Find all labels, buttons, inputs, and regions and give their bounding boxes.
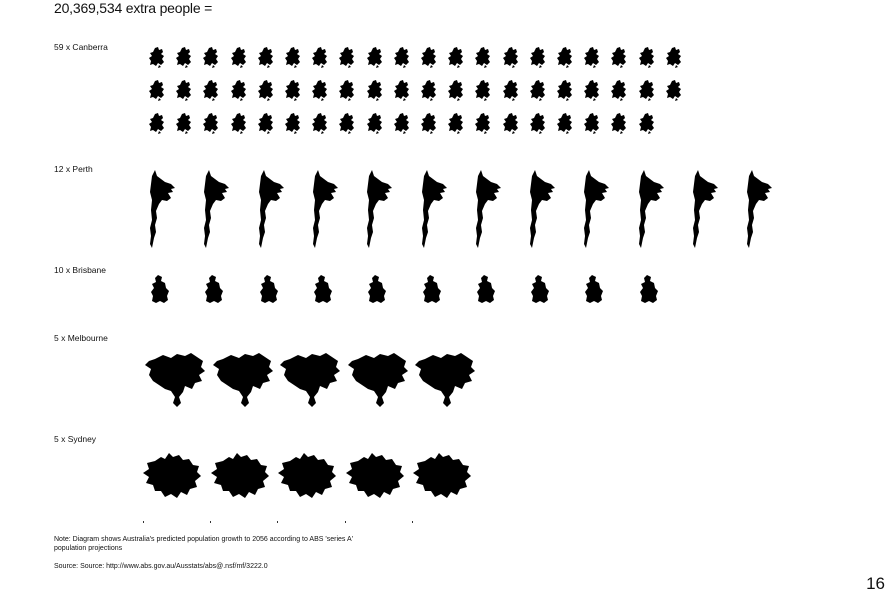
sydney-map-icon [278, 453, 336, 499]
brisbane-map-icon [368, 275, 388, 305]
canberra-map-icon [448, 80, 464, 102]
sydney-map-icon [413, 453, 471, 499]
canberra-map-icon [503, 47, 519, 69]
canberra-map-icon [176, 47, 192, 69]
canberra-map-icon [448, 47, 464, 69]
canberra-map-icon [312, 47, 328, 69]
canberra-map-icon [149, 113, 165, 135]
row-label-canberra: 59 x Canberra [54, 42, 108, 52]
canberra-map-icon [312, 113, 328, 135]
canberra-map-icon [367, 47, 383, 69]
canberra-map-icon [503, 80, 519, 102]
canberra-map-icon [285, 80, 301, 102]
page-number: 16 [866, 574, 885, 593]
row-label-melbourne: 5 x Melbourne [54, 333, 108, 343]
perth-map-icon [366, 170, 396, 250]
canberra-map-icon [367, 113, 383, 135]
perth-map-icon [583, 170, 613, 250]
canberra-map-icon [639, 80, 655, 102]
canberra-map-icon [611, 47, 627, 69]
brisbane-map-icon [205, 275, 225, 305]
canberra-map-icon [149, 47, 165, 69]
canberra-map-icon [421, 80, 437, 102]
perth-map-icon [312, 170, 342, 250]
tick-mark [412, 521, 413, 523]
canberra-map-icon [530, 80, 546, 102]
page-title: 20,369,534 extra people = [54, 0, 213, 16]
tick-mark [277, 521, 278, 523]
canberra-map-icon [584, 80, 600, 102]
brisbane-map-icon [314, 275, 334, 305]
melbourne-map-icon [348, 353, 408, 409]
canberra-map-icon [285, 113, 301, 135]
canberra-map-icon [149, 80, 165, 102]
canberra-map-icon [394, 47, 410, 69]
sydney-map-icon [211, 453, 269, 499]
canberra-map-icon [421, 47, 437, 69]
tick-mark [345, 521, 346, 523]
canberra-map-icon [557, 47, 573, 69]
canberra-map-icon [394, 113, 410, 135]
footnote: Note: Diagram shows Australia's predicted population growth to 2056 according to ABS 'series A' population projections [54, 536, 353, 552]
perth-map-icon [746, 170, 776, 250]
perth-map-icon [258, 170, 288, 250]
canberra-map-icon [666, 47, 682, 69]
melbourne-map-icon [213, 353, 273, 409]
canberra-map-icon [448, 113, 464, 135]
row-label-brisbane: 10 x Brisbane [54, 265, 106, 275]
brisbane-map-icon [585, 275, 605, 305]
canberra-map-icon [285, 47, 301, 69]
perth-map-icon [638, 170, 668, 250]
sydney-map-icon [143, 453, 201, 499]
perth-map-icon [203, 170, 233, 250]
canberra-map-icon [231, 113, 247, 135]
canberra-map-icon [639, 47, 655, 69]
tick-mark [210, 521, 211, 523]
canberra-map-icon [557, 80, 573, 102]
canberra-map-icon [231, 80, 247, 102]
canberra-map-icon [339, 80, 355, 102]
brisbane-map-icon [477, 275, 497, 305]
canberra-map-icon [203, 80, 219, 102]
melbourne-map-icon [145, 353, 205, 409]
brisbane-map-icon [531, 275, 551, 305]
canberra-map-icon [339, 47, 355, 69]
canberra-map-icon [639, 113, 655, 135]
canberra-map-icon [530, 47, 546, 69]
canberra-map-icon [203, 113, 219, 135]
canberra-map-icon [584, 47, 600, 69]
canberra-map-icon [394, 80, 410, 102]
perth-map-icon [529, 170, 559, 250]
perth-map-icon [421, 170, 451, 250]
canberra-map-icon [557, 113, 573, 135]
canberra-map-icon [475, 113, 491, 135]
canberra-map-icon [611, 113, 627, 135]
row-label-perth: 12 x Perth [54, 164, 93, 174]
row-label-sydney: 5 x Sydney [54, 434, 97, 444]
canberra-map-icon [666, 80, 682, 102]
brisbane-map-icon [151, 275, 171, 305]
tick-mark [143, 521, 144, 523]
canberra-map-icon [176, 80, 192, 102]
canberra-map-icon [258, 80, 274, 102]
perth-map-icon [692, 170, 722, 250]
canberra-map-icon [367, 80, 383, 102]
source-text: Source: Source: http://www.abs.gov.au/Ausstats/abs@.nsf/mf/3222.0 [54, 563, 268, 570]
canberra-map-icon [203, 47, 219, 69]
canberra-map-icon [339, 113, 355, 135]
brisbane-map-icon [640, 275, 660, 305]
canberra-map-icon [503, 113, 519, 135]
perth-map-icon [149, 170, 179, 250]
canberra-map-icon [231, 47, 247, 69]
perth-map-icon [475, 170, 505, 250]
canberra-map-icon [475, 80, 491, 102]
canberra-map-icon [584, 113, 600, 135]
canberra-map-icon [475, 47, 491, 69]
canberra-map-icon [312, 80, 328, 102]
sydney-map-icon [346, 453, 404, 499]
canberra-map-icon [258, 113, 274, 135]
canberra-map-icon [421, 113, 437, 135]
canberra-map-icon [611, 80, 627, 102]
melbourne-map-icon [280, 353, 340, 409]
canberra-map-icon [530, 113, 546, 135]
brisbane-map-icon [423, 275, 443, 305]
brisbane-map-icon [260, 275, 280, 305]
canberra-map-icon [258, 47, 274, 69]
melbourne-map-icon [415, 353, 475, 409]
canberra-map-icon [176, 113, 192, 135]
